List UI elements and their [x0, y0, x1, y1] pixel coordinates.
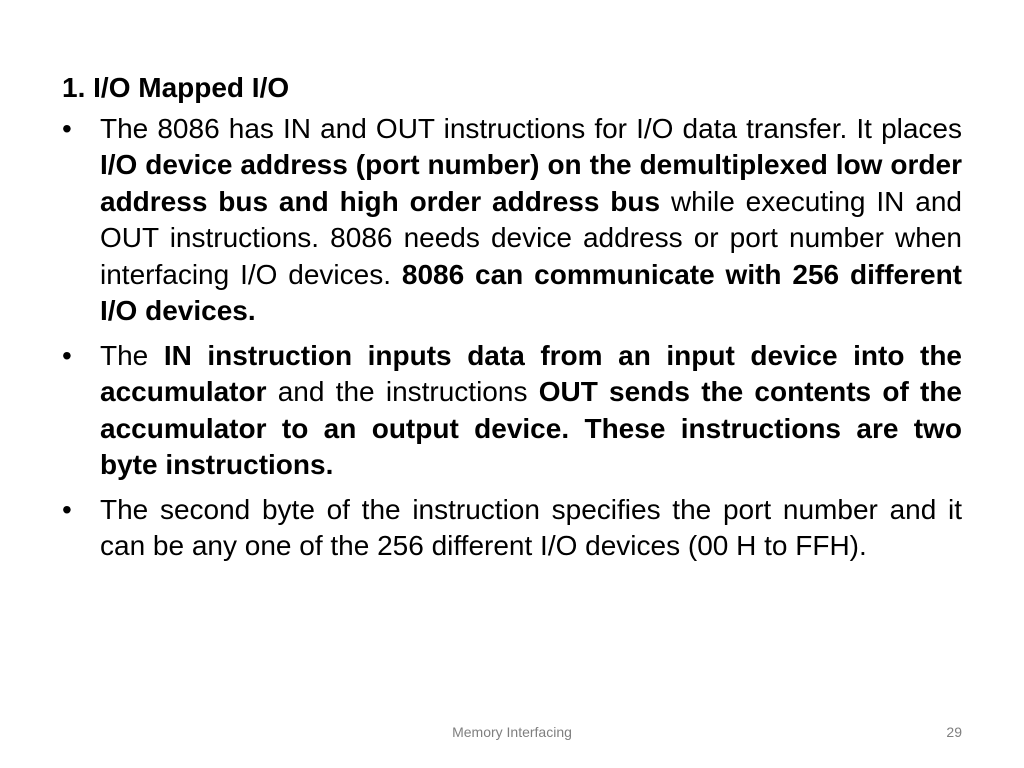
slide-content	[62, 70, 962, 573]
bullet-item	[62, 111, 962, 330]
bullet-dot-icon: •	[62, 112, 72, 144]
bullet-segment: while executing IN and OUT instructions. 8086 needs device address or port number when interfacing I/O devices.	[100, 185, 962, 290]
bullet-segment-bold: 8086 can communicate with 256 different I/O devices.	[100, 258, 962, 326]
bullet-segment: The second byte of the instruction specifies the port number and it can be any one of the 256 different I/O devices (00 H to FFH).	[100, 493, 962, 561]
bullet-segment-bold: I/O device address (port number) on the demultiplexed low order address bus and high order address bus	[100, 149, 962, 217]
bullet-segment: The	[100, 339, 164, 371]
bullet-item	[62, 338, 962, 484]
bullet-dot-icon: •	[62, 339, 72, 371]
slide-heading: 1. I/O Mapped I/O	[62, 72, 290, 103]
bullet-segment-bold: OUT sends the contents of the accumulator to an output device. These instructions are two byte instructions.	[100, 376, 963, 480]
footer-title: Memory Interfacing	[452, 724, 572, 740]
bullet-item	[62, 492, 962, 565]
page-number: 29	[946, 724, 962, 740]
bullet-segment-bold: IN instruction inputs data from an input device into the accumulator	[100, 339, 962, 407]
bullet-segment: The 8086 has IN and OUT instructions for I/O data transfer. It places	[100, 112, 962, 144]
bullet-dot-icon: •	[62, 493, 72, 525]
bullet-segment: and the instructions	[266, 376, 539, 407]
bullet-list	[62, 111, 962, 565]
